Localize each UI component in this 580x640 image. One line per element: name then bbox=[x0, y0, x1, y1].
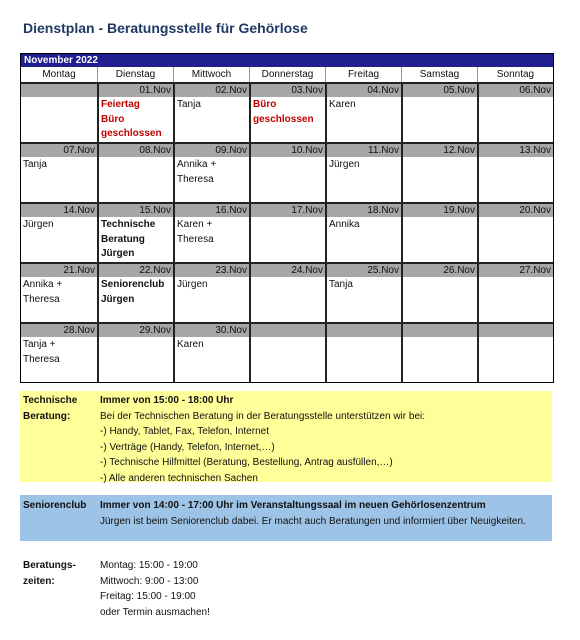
calendar-day-cell bbox=[401, 324, 477, 382]
day-entry-line: Feiertag bbox=[101, 99, 140, 110]
day-date: 25.Nov bbox=[327, 264, 401, 277]
weekday-label: Montag bbox=[42, 69, 76, 80]
day-date bbox=[251, 324, 325, 337]
calendar-day-cell bbox=[97, 264, 173, 322]
technical-line: Bei der Technischen Beratung in der Beratungsstelle unterstützen wir bei: bbox=[100, 410, 426, 422]
day-entry bbox=[99, 277, 173, 308]
day-entry-line: Technische bbox=[101, 219, 156, 230]
calendar-day-cell bbox=[325, 84, 401, 143]
day-entry bbox=[251, 97, 325, 128]
technical-content bbox=[100, 393, 425, 486]
day-entry-line: Jürgen bbox=[177, 279, 208, 290]
day-entry bbox=[21, 277, 97, 308]
seniorenclub-box bbox=[20, 495, 552, 541]
calendar-day-cell bbox=[401, 144, 477, 202]
day-entry-line: Tanja + bbox=[23, 339, 56, 350]
day-date: 26.Nov bbox=[403, 264, 477, 277]
technical-hours: Immer von 15:00 - 18:00 Uhr bbox=[100, 395, 234, 406]
day-entry bbox=[99, 97, 173, 143]
calendar-day-cell bbox=[401, 204, 477, 263]
day-date: 02.Nov bbox=[175, 84, 249, 97]
calendar-day-cell bbox=[97, 84, 173, 143]
calendar-day-cell bbox=[21, 204, 97, 263]
calendar-day-cell bbox=[249, 84, 325, 143]
day-date: 28.Nov bbox=[21, 324, 97, 337]
day-date: 10.Nov bbox=[251, 144, 325, 157]
day-date: 05.Nov bbox=[403, 84, 477, 97]
calendar-day-cell bbox=[249, 144, 325, 202]
day-date: 08.Nov bbox=[99, 144, 173, 157]
day-date: 11.Nov bbox=[327, 144, 401, 157]
calendar-weeks bbox=[21, 82, 553, 382]
calendar-day-cell bbox=[173, 84, 249, 143]
day-date bbox=[21, 84, 97, 97]
calendar bbox=[20, 53, 554, 383]
weekday-label: Mittwoch bbox=[173, 67, 249, 82]
day-entry-line: Karen + bbox=[177, 219, 213, 230]
technical-line: -) Technische Hilfmittel (Beratung, Bestellung, Antrag ausfüllen,…) bbox=[100, 457, 393, 468]
day-entry-line: Theresa bbox=[23, 353, 60, 365]
calendar-day-cell bbox=[401, 264, 477, 322]
day-entry bbox=[403, 277, 477, 279]
day-date bbox=[327, 324, 401, 337]
calendar-day-cell bbox=[97, 144, 173, 202]
day-entry-line: Theresa bbox=[23, 293, 60, 305]
weekday-header bbox=[21, 67, 553, 82]
calendar-week bbox=[21, 82, 553, 142]
calendar-day-cell bbox=[325, 264, 401, 322]
calendar-day-cell bbox=[21, 144, 97, 202]
day-entry-line: Tanja bbox=[23, 159, 47, 170]
calendar-day-cell bbox=[173, 324, 249, 382]
day-entry bbox=[175, 97, 249, 114]
calendar-day-cell bbox=[477, 264, 553, 322]
day-entry bbox=[403, 157, 477, 159]
day-entry bbox=[327, 97, 401, 114]
day-entry-line: Karen bbox=[177, 339, 204, 350]
day-date: 21.Nov bbox=[21, 264, 97, 277]
day-entry bbox=[99, 217, 173, 263]
calendar-week bbox=[21, 322, 553, 382]
office-hours-content bbox=[100, 558, 210, 620]
day-entry bbox=[403, 97, 477, 99]
day-entry bbox=[479, 97, 553, 99]
calendar-day-cell bbox=[173, 264, 249, 322]
seniorenclub-line: Jürgen ist beim Seniorenclub dabei. Er macht auch Beratungen und informiert über Neuigkeiten. bbox=[100, 515, 526, 527]
office-hours-line: Mittwoch: 9:00 - 13:00 bbox=[100, 575, 199, 587]
calendar-day-cell bbox=[325, 324, 401, 382]
day-entry bbox=[21, 157, 97, 174]
office-hours-line: Freitag: 15:00 - 19:00 bbox=[100, 591, 196, 602]
day-date: 29.Nov bbox=[99, 324, 173, 337]
day-entry bbox=[21, 337, 97, 368]
day-entry bbox=[327, 217, 401, 234]
day-entry bbox=[327, 277, 401, 294]
day-entry bbox=[175, 277, 249, 294]
day-entry-line: Karen bbox=[329, 99, 356, 110]
seniorenclub-label: Seniorenclub bbox=[23, 500, 87, 511]
day-date: 24.Nov bbox=[251, 264, 325, 277]
technical-line: -) Alle anderen technischen Sachen bbox=[100, 472, 258, 484]
seniorenclub-content bbox=[100, 498, 526, 529]
day-date: 22.Nov bbox=[99, 264, 173, 277]
office-hours-label-line: Beratungs- bbox=[23, 560, 76, 571]
weekday-label: Sonntag bbox=[477, 67, 553, 82]
calendar-day-cell bbox=[249, 324, 325, 382]
day-entry bbox=[327, 337, 401, 339]
day-date: 01.Nov bbox=[99, 84, 173, 97]
office-hours-line: Montag: 15:00 - 19:00 bbox=[100, 560, 198, 571]
day-entry bbox=[251, 157, 325, 159]
day-entry bbox=[327, 157, 401, 174]
day-date: 27.Nov bbox=[479, 264, 553, 277]
day-date: 04.Nov bbox=[327, 84, 401, 97]
calendar-week bbox=[21, 202, 553, 262]
day-date: 06.Nov bbox=[479, 84, 553, 97]
weekday-label: Samstag bbox=[401, 67, 477, 82]
day-entry bbox=[251, 277, 325, 279]
day-entry bbox=[479, 157, 553, 159]
day-entry-line: Jürgen bbox=[101, 248, 135, 259]
day-date: 15.Nov bbox=[99, 204, 173, 217]
day-date: 18.Nov bbox=[327, 204, 401, 217]
day-entry-line: Annika + bbox=[177, 159, 217, 170]
day-entry bbox=[21, 217, 97, 234]
day-entry-line: Jürgen bbox=[329, 159, 360, 170]
day-entry bbox=[175, 217, 249, 248]
technical-advice-box bbox=[20, 391, 552, 482]
day-entry bbox=[479, 277, 553, 279]
day-entry-line: Annika bbox=[329, 219, 360, 230]
technical-label bbox=[23, 393, 77, 424]
calendar-day-cell bbox=[325, 144, 401, 202]
calendar-day-cell bbox=[477, 204, 553, 263]
calendar-week bbox=[21, 262, 553, 322]
day-entry bbox=[479, 217, 553, 219]
technical-label-line: Technische bbox=[23, 395, 78, 406]
weekday-label: Dienstag bbox=[97, 67, 173, 82]
day-date: 14.Nov bbox=[21, 204, 97, 217]
weekday-label: Donnerstag bbox=[249, 67, 325, 82]
calendar-day-cell bbox=[477, 324, 553, 382]
day-entry-line: Beratung bbox=[101, 233, 145, 245]
calendar-day-cell bbox=[477, 144, 553, 202]
day-entry-line: Tanja bbox=[329, 279, 353, 290]
calendar-day-cell bbox=[249, 264, 325, 322]
technical-line: -) Handy, Tablet, Fax, Telefon, Internet bbox=[100, 426, 269, 437]
day-date: 03.Nov bbox=[251, 84, 325, 97]
calendar-day-cell bbox=[325, 204, 401, 263]
calendar-week bbox=[21, 142, 553, 202]
day-date: 17.Nov bbox=[251, 204, 325, 217]
office-hours-line: oder Termin ausmachen! bbox=[100, 606, 210, 618]
day-date: 20.Nov bbox=[479, 204, 553, 217]
day-entry bbox=[403, 217, 477, 219]
page-title: Dienstplan - Beratungsstelle für Gehörlose bbox=[23, 20, 308, 36]
day-entry bbox=[251, 337, 325, 339]
day-entry bbox=[21, 97, 97, 99]
calendar-day-cell bbox=[477, 84, 553, 143]
day-date: 23.Nov bbox=[175, 264, 249, 277]
day-entry-line: Jürgen bbox=[101, 293, 135, 305]
day-entry-line: geschlossen bbox=[101, 128, 162, 139]
calendar-day-cell bbox=[21, 264, 97, 322]
month-header: November 2022 bbox=[21, 54, 553, 67]
day-date: 09.Nov bbox=[175, 144, 249, 157]
day-entry-line: Jürgen bbox=[23, 219, 54, 230]
day-entry bbox=[479, 337, 553, 339]
day-entry bbox=[175, 337, 249, 354]
calendar-day-cell bbox=[21, 84, 97, 143]
day-entry bbox=[99, 157, 173, 159]
calendar-day-cell bbox=[173, 204, 249, 263]
day-date: 13.Nov bbox=[479, 144, 553, 157]
office-hours-label bbox=[23, 558, 76, 589]
calendar-day-cell bbox=[173, 144, 249, 202]
day-entry bbox=[99, 337, 173, 339]
day-entry-line: Büro bbox=[253, 99, 277, 110]
day-entry bbox=[175, 157, 249, 188]
seniorenclub-hours: Immer von 14:00 - 17:00 Uhr im Veranstaltungssaal im neuen Gehörlosenzentrum bbox=[100, 500, 486, 511]
day-date bbox=[403, 324, 477, 337]
day-date bbox=[479, 324, 553, 337]
technical-line: -) Verträge (Handy, Telefon, Internet,…) bbox=[100, 441, 275, 453]
day-date: 12.Nov bbox=[403, 144, 477, 157]
day-entry bbox=[251, 217, 325, 219]
day-entry-line: Annika + bbox=[23, 279, 63, 290]
calendar-day-cell bbox=[97, 204, 173, 263]
weekday-label: Freitag bbox=[325, 67, 401, 82]
calendar-day-cell bbox=[249, 204, 325, 263]
day-date: 30.Nov bbox=[175, 324, 249, 337]
day-date: 19.Nov bbox=[403, 204, 477, 217]
day-entry bbox=[403, 337, 477, 339]
day-entry-line: Tanja bbox=[177, 99, 201, 110]
day-entry-line: Theresa bbox=[177, 173, 214, 185]
technical-label-line: Beratung: bbox=[23, 410, 71, 422]
day-entry-line: geschlossen bbox=[253, 113, 314, 125]
calendar-day-cell bbox=[21, 324, 97, 382]
day-entry-line: Seniorenclub bbox=[101, 279, 165, 290]
day-entry-line: Theresa bbox=[177, 233, 214, 245]
day-date: 07.Nov bbox=[21, 144, 97, 157]
calendar-day-cell bbox=[97, 324, 173, 382]
office-hours-label-line: zeiten: bbox=[23, 575, 55, 587]
day-date: 16.Nov bbox=[175, 204, 249, 217]
day-entry-line: Büro bbox=[101, 113, 125, 125]
calendar-day-cell bbox=[401, 84, 477, 143]
